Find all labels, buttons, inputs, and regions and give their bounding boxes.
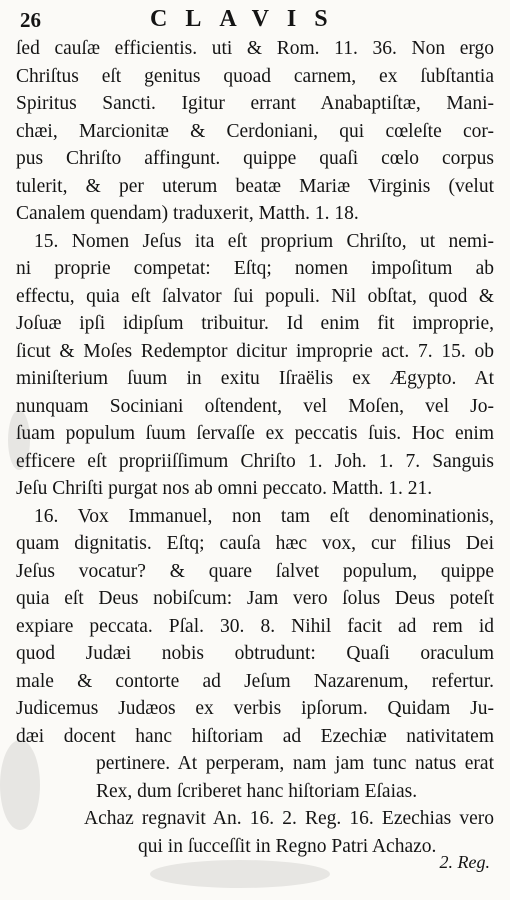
text-line: nunquam Sociniani oſtendent, vel Moſen, vel Jo- bbox=[16, 395, 494, 417]
text-line: dæi docent hanc hiſtoriam ad Ezechiæ nativitatem bbox=[16, 725, 494, 747]
text-line: pus Chriſto affingunt. quippe quaſi cœlo corpus bbox=[16, 148, 494, 169]
text-line: Chriſtus eſt genitus quoad carnem, ex ſubſtantia bbox=[16, 65, 494, 87]
text-line: tulerit, & per uterum beatæ Mariæ Virginis (velut bbox=[16, 175, 494, 197]
text-line: ſicut & Moſes Redemptor dicitur improprie act. 7. 15. ob bbox=[16, 340, 494, 362]
text-line: Jeſu Chriſti purgat nos ab omni peccato. Matth. 1. 21. bbox=[16, 478, 433, 499]
page-number: 26 bbox=[20, 8, 41, 32]
text-line: Canalem quendam) traduxerit, Matth. 1. 18. bbox=[16, 203, 359, 224]
text-line: ſuam populum ſuum ſervaſſe ex peccatis ſuis. Hoc enim bbox=[16, 423, 494, 444]
text-line: Joſuæ ipſi idipſum tribuitur. Id enim fit improprie, bbox=[16, 313, 494, 334]
text-line: Judicemus Judæos ex verbis ipſorum. Quidam Ju- bbox=[16, 698, 494, 719]
text-line: 15. Nomen Jeſus ita eſt proprium Chriſto, ut nemi- bbox=[34, 230, 494, 252]
text-line: expiare peccata. Pſal. 30. 8. Nihil facit ad rem id bbox=[16, 615, 494, 637]
text-line: quia eſt Deus nobiſcum: Jam vero ſolus Deus poteſt bbox=[16, 588, 494, 609]
page-stain bbox=[8, 410, 30, 470]
catchword: 2. Reg. bbox=[439, 852, 490, 872]
text-line: Jeſus vocatur? & quare ſalvet populum, quippe bbox=[16, 560, 494, 582]
text-line: ſed cauſæ efficientis. uti & Rom. 11. 36. Non ergo bbox=[16, 38, 494, 59]
text-line: Rex, dum ſcriberet hanc hiſtoriam Eſaias. bbox=[96, 780, 418, 802]
text-line: male & contorte ad Jeſum Nazarenum, refertur. bbox=[16, 670, 494, 692]
text-line: quod Judæi nobis obtrudunt: Quaſi oraculum bbox=[16, 643, 494, 664]
text-line: efficere eſt propriiſſimum Chriſto 1. Joh. 1. 7. Sanguis bbox=[16, 450, 494, 472]
page-stain bbox=[150, 860, 330, 888]
text-line: qui in ſucceſſit in Regno Patri Achazo. bbox=[138, 835, 437, 857]
text-line: quam dignitatis. Eſtq; cauſa hæc vox, cur filius Dei bbox=[16, 533, 494, 554]
text-line: 16. Vox Immanuel, non tam eſt denominationis, bbox=[34, 505, 494, 527]
text-line: Spiritus Sancti. Igitur errant Anabaptiſtæ, Mani- bbox=[16, 93, 494, 114]
text-line: Achaz regnavit An. 16. 2. Reg. 16. Ezechias vero bbox=[84, 808, 494, 829]
text-line: miniſterium ſuum in exitu Iſraëlis ex Ægypto. At bbox=[16, 368, 494, 389]
running-head: CLAVIS bbox=[150, 6, 346, 32]
text-line: effectu, quia eſt ſalvator ſui populi. Nil obſtat, quod & bbox=[16, 285, 494, 307]
text-line: chæi, Marcionitæ & Cerdoniani, qui cœleſte cor- bbox=[16, 120, 494, 142]
page-stain bbox=[0, 740, 40, 830]
text-line: pertinere. At perperam, nam jam tunc natus erat bbox=[96, 753, 494, 774]
text-line: ni proprie competat: Eſtq; nomen impoſitum ab bbox=[16, 258, 494, 279]
